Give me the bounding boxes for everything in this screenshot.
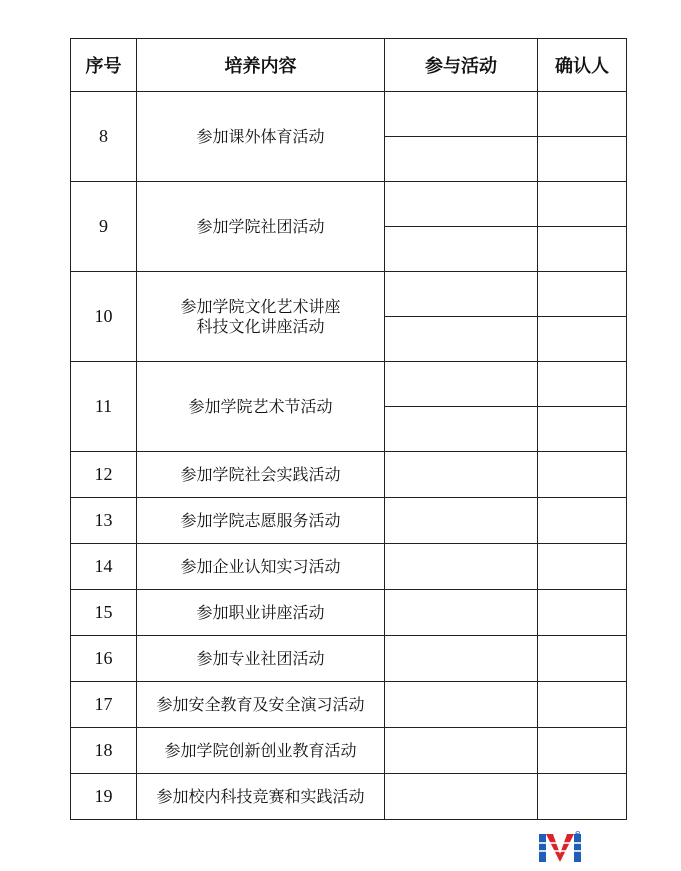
table-row (71, 544, 627, 590)
confirmer-cell[interactable] (538, 590, 627, 636)
svg-text:e: e (575, 830, 581, 839)
content-line: 参加企业认知实习活动 (180, 556, 341, 576)
row-seq: 16 (71, 636, 137, 682)
table-row (71, 590, 627, 636)
activity-cell[interactable] (385, 682, 538, 728)
row-content (137, 182, 385, 272)
row-seq: 18 (71, 728, 137, 774)
header-seq: 序号 (71, 39, 137, 92)
confirmer-cell[interactable] (538, 317, 627, 362)
activity-cell[interactable] (385, 544, 538, 590)
table-row (71, 182, 627, 227)
table-body (71, 92, 627, 820)
row-seq: 8 (71, 92, 137, 182)
row-content (137, 590, 385, 636)
confirmer-cell[interactable] (538, 182, 627, 227)
header-row (71, 39, 627, 92)
activity-cell[interactable] (385, 137, 538, 182)
confirmer-cell[interactable] (538, 227, 627, 272)
row-content (137, 774, 385, 820)
content-line: 参加职业讲座活动 (196, 602, 325, 622)
confirmer-cell[interactable] (538, 544, 627, 590)
header-activity: 参与活动 (385, 39, 538, 92)
confirmer-cell[interactable] (538, 774, 627, 820)
content-line: 参加校内科技竞赛和实践活动 (156, 786, 365, 806)
content-line: 参加学院艺术节活动 (188, 396, 333, 416)
activity-cell[interactable] (385, 182, 538, 227)
confirmer-cell[interactable] (538, 452, 627, 498)
header-content: 培养内容 (137, 39, 385, 92)
confirmer-cell[interactable] (538, 92, 627, 137)
row-seq: 11 (71, 362, 137, 452)
table-row (71, 498, 627, 544)
activity-cell[interactable] (385, 728, 538, 774)
content-line: 参加学院文化艺术讲座 (180, 296, 341, 316)
row-content (137, 544, 385, 590)
content-line: 参加学院创新创业教育活动 (164, 740, 357, 760)
publisher-logo (539, 830, 581, 864)
row-seq: 13 (71, 498, 137, 544)
activity-cell[interactable] (385, 452, 538, 498)
row-seq: 14 (71, 544, 137, 590)
content-line: 参加课外体育活动 (196, 126, 325, 146)
table-row (71, 92, 627, 137)
confirmer-cell[interactable] (538, 272, 627, 317)
confirmer-cell[interactable] (538, 498, 627, 544)
row-content (137, 272, 385, 362)
content-line: 参加学院志愿服务活动 (180, 510, 341, 530)
row-content (137, 452, 385, 498)
header-confirmer: 确认人 (538, 39, 627, 92)
table-row (71, 682, 627, 728)
content-line: 科技文化讲座活动 (196, 316, 325, 336)
confirmer-cell[interactable] (538, 728, 627, 774)
row-content (137, 92, 385, 182)
training-record-table (70, 38, 627, 820)
content-line: 参加专业社团活动 (196, 648, 325, 668)
row-content (137, 498, 385, 544)
table-row (71, 774, 627, 820)
confirmer-cell[interactable] (538, 682, 627, 728)
table-row (71, 362, 627, 407)
row-seq: 9 (71, 182, 137, 272)
content-line: 参加学院社团活动 (196, 216, 325, 236)
confirmer-cell[interactable] (538, 362, 627, 407)
activity-cell[interactable] (385, 774, 538, 820)
content-line: 参加学院社会实践活动 (180, 464, 341, 484)
row-seq: 19 (71, 774, 137, 820)
activity-cell[interactable] (385, 92, 538, 137)
row-content (137, 362, 385, 452)
activity-cell[interactable] (385, 227, 538, 272)
confirmer-cell[interactable] (538, 636, 627, 682)
table-row (71, 452, 627, 498)
activity-cell[interactable] (385, 590, 538, 636)
activity-cell[interactable] (385, 407, 538, 452)
row-content (137, 728, 385, 774)
activity-cell[interactable] (385, 362, 538, 407)
activity-cell[interactable] (385, 317, 538, 362)
row-seq: 17 (71, 682, 137, 728)
row-seq: 10 (71, 272, 137, 362)
confirmer-cell[interactable] (538, 137, 627, 182)
row-content (137, 636, 385, 682)
table-row (71, 728, 627, 774)
activity-cell[interactable] (385, 636, 538, 682)
confirmer-cell[interactable] (538, 407, 627, 452)
table-row (71, 272, 627, 317)
row-content (137, 682, 385, 728)
row-seq: 15 (71, 590, 137, 636)
activity-cell[interactable] (385, 498, 538, 544)
content-line: 参加安全教育及安全演习活动 (156, 694, 365, 714)
table-row (71, 636, 627, 682)
row-seq: 12 (71, 452, 137, 498)
activity-cell[interactable] (385, 272, 538, 317)
